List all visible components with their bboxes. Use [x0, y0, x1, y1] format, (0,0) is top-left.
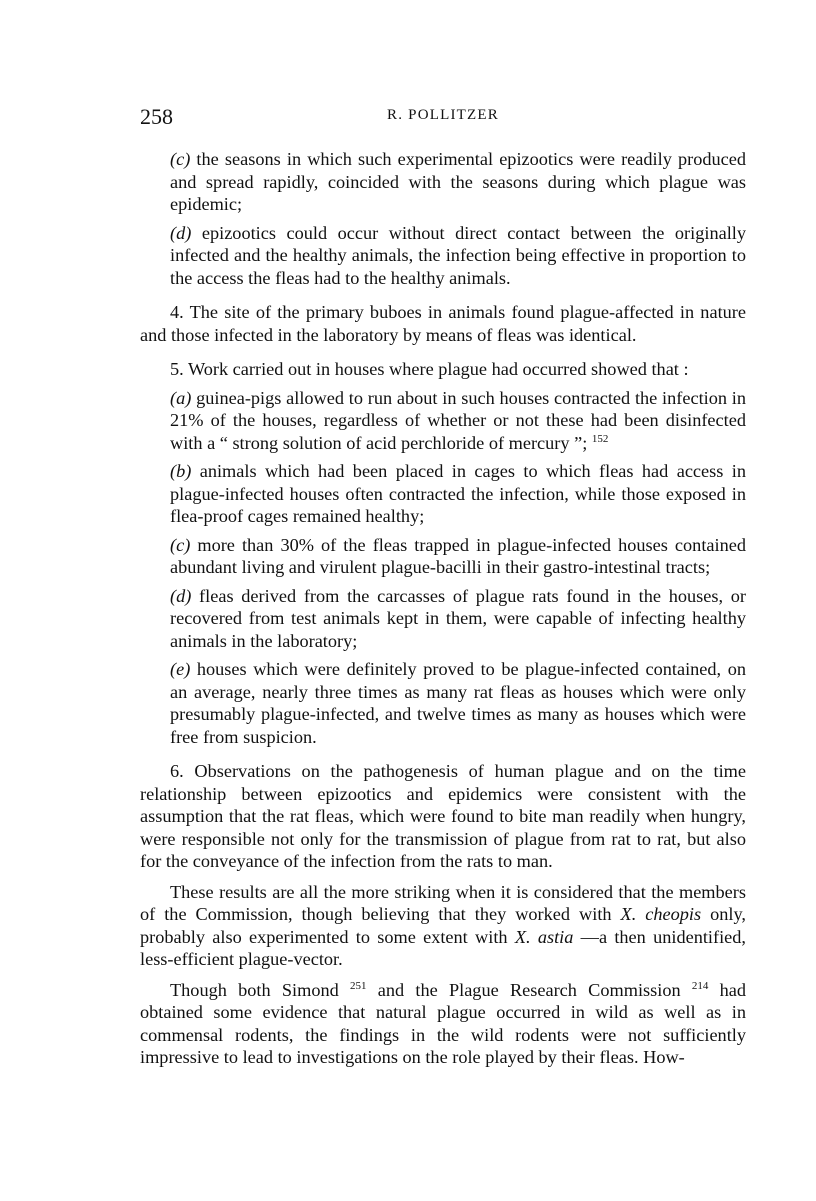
- item-marker: (b): [170, 461, 192, 481]
- list-item-c2: [170, 534, 746, 579]
- reference-number: 152: [591, 432, 609, 445]
- item-text: guinea-pigs allowed to run about in such houses contracted the infection in 21% of the houses, regardless of whether or not these had been disinfected with a “ strong solution of acid perchloride of mercury ”;: [170, 387, 746, 453]
- item-text: more than 30% of the fleas trapped in plague-infected houses contained abundant living and virulent plague-bacilli in their gastro-intestinal tracts;: [170, 534, 746, 577]
- numbered-point-6: 6. Observations on the pathogenesis of human plague and on the time relationship between epizootics and epidemics were consistent with the assumption that the rat fleas, which were found to bite man readily when hungry, were responsible not only for the transmission of plague from rat to rat, but also for the conveyance of the infection from the rats to man.: [140, 761, 746, 871]
- paragraph-wild-rodents: [140, 979, 746, 1069]
- text-run: These results are all the more striking when it is considered that the members of the Commission, though believing that they worked with: [140, 881, 746, 924]
- text-run: Though both Simond: [170, 979, 339, 1000]
- reference-number: 214: [691, 979, 709, 992]
- list-item-d2: [170, 585, 746, 653]
- body-text: [140, 148, 746, 1069]
- paragraph-results: [140, 881, 746, 971]
- species-name: X. astia: [514, 926, 574, 947]
- numbered-point-4: 4. The site of the primary buboes in animals found plague-affected in nature and those infected in the laboratory by means of fleas was identical.: [140, 302, 746, 345]
- item-marker: (c): [170, 534, 191, 555]
- item-marker: (c): [170, 149, 191, 169]
- item-marker: (d): [170, 585, 192, 606]
- page-number: 258: [140, 104, 173, 129]
- list-item-c1: [170, 148, 746, 216]
- text-run: —a then unidentified, less-efficient plague-vector.: [140, 926, 746, 969]
- list-item-e: [170, 658, 746, 748]
- species-name: X. cheopis: [620, 904, 702, 924]
- item-marker: (a): [170, 387, 192, 408]
- running-head: R. POLLITZER: [387, 107, 499, 123]
- item-marker: (d): [170, 222, 192, 243]
- page-header: [140, 104, 746, 132]
- item-marker: (e): [170, 659, 191, 679]
- text-run: and the Plague Research Commission: [366, 979, 681, 1000]
- text-run: had obtained some evidence that natural plague occurred in wild as well as in commensal rodents, the findings in the wild rodents were not sufficiently impressive to lead to investigations on the role played by their fleas. How-: [140, 979, 747, 1067]
- item-text: houses which were definitely proved to be plague-infected contained, on an average, nearly three times as many rat fleas as houses which were only presumably plague-infected, and twelve times as many as houses which were free from suspicion.: [170, 659, 746, 747]
- text-run: only, probably also experimented to some extent with: [140, 904, 746, 947]
- list-item-a: [170, 387, 746, 455]
- item-text: fleas derived from the carcasses of plague rats found in the houses, or recovered from test animals kept in them, were capable of infecting healthy animals in the laboratory;: [170, 585, 746, 651]
- list-item-d1: [170, 222, 746, 290]
- item-text: the seasons in which such experimental epizootics were readily produced and spread rapidly, coincided with the seasons during which plague was epidemic;: [170, 149, 746, 214]
- list-item-b: [170, 460, 746, 528]
- reference-number: 251: [350, 979, 367, 992]
- item-text: epizootics could occur without direct contact between the originally infected and the healthy animals, the infection being effective in proportion to the access the fleas had to the healthy animals.: [170, 222, 746, 288]
- item-text: animals which had been placed in cages to which fleas had access in plague-infected houses often contracted the infection, while those exposed in flea-proof cages remained healthy;: [170, 461, 746, 526]
- numbered-point-5: 5. Work carried out in houses where plague had occurred showed that :: [170, 359, 689, 379]
